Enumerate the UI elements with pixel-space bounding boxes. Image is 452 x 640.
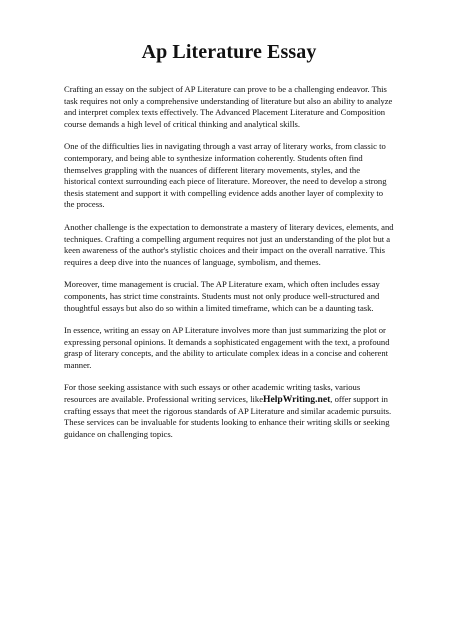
paragraph-time-management: Moreover, time management is crucial. The AP Literature exam, which often includes essay components, has strict time constraints. Students must not only produce well-structured and thoughtful essays but also do so within a limited timeframe, which can be a daunting task. [64, 279, 380, 313]
paragraph-intro: Crafting an essay on the subject of AP Literature can prove to be a challenging endeavor. This task requires not only a comprehensive understanding of literature but also an ability to analyze and interpret complex texts effectively. The Advanced Placement Literature and Composition course demands a high level of critical thinking and analytical skills. [64, 84, 393, 129]
paragraph-assistance [64, 382, 394, 440]
document-title: Ap Literature Essay [141, 41, 317, 63]
assistance-text-after: , offer support in crafting essays that meet the rigorous standards of AP Literature and similar academic pursuits. These services can be invaluable for students looking to enhance their writing skills or seeking guidance on challenging topics. [64, 394, 392, 439]
paragraph-literary-devices: Another challenge is the expectation to demonstrate a mastery of literary devices, elements, and techniques. Crafting a compelling argument requires not just an understanding of the plot but a keen awareness of the author's stylistic choices and their impact on the overall narrative. This requires a deep dive into the nuances of language, symbolism, and themes. [64, 221, 394, 267]
assistance-text-before: For those seeking assistance with such essays or other academic writing tasks, various resources are available. Professional writing services, like [64, 382, 361, 405]
brand-link[interactable]: HelpWriting.net [263, 394, 331, 406]
paragraph-difficulties: One of the difficulties lies in navigating through a vast array of literary works, from classic to contemporary, and being able to synthesize information coherently. Students often find themselves grappling with the nuances of different literary movements, styles, and the historical context surrounding each piece of literature. Moreover, the need to develop a strong thesis statement and support it with compelling evidence adds another layer of complexity to the process. [64, 141, 387, 210]
paragraph-essence: In essence, writing an essay on AP Literature involves more than just summarizing the plot or expressing personal opinions. It demands a sophisticated engagement with the text, a profound grasp of literary concepts, and the ability to articulate complex ideas in a concise and coherent manner. [64, 325, 390, 370]
